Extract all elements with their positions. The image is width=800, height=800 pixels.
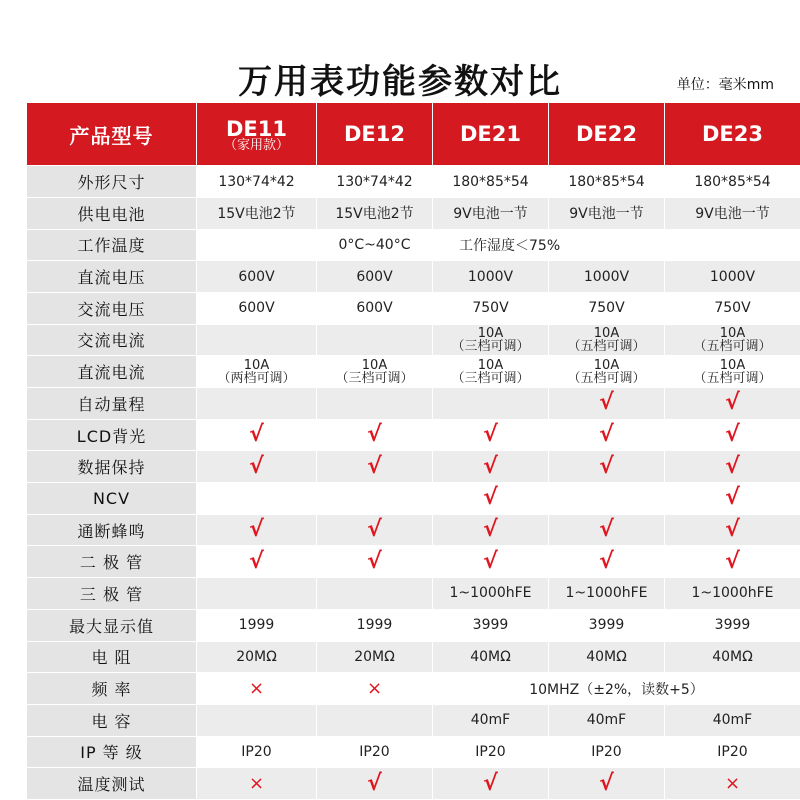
row-label: 外形尺寸 [27,166,197,198]
model-de12 [317,103,433,166]
cell [317,356,433,388]
row-label: 电 阻 [27,641,197,673]
row-label: NCV [27,483,197,515]
cell: 40MΩ [665,641,800,673]
header-label: 产品型号 [27,103,197,166]
check-icon: √ [725,453,740,479]
cell: IP20 [549,736,665,768]
mark-cell [665,768,800,800]
cell [665,324,800,356]
mark-cell [317,546,433,578]
cell: 40MΩ [433,641,549,673]
cell: 40mF [549,704,665,736]
row-label: 通断蜂鸣 [27,514,197,546]
cell: 20MΩ [197,641,317,673]
page-title: 万用表功能参数对比 [238,62,562,102]
check-icon: √ [599,770,614,796]
current-value: 10A [719,325,746,341]
row-label: 数据保持 [27,451,197,483]
mark-cell [433,514,549,546]
cell: 40mF [665,704,800,736]
row-transistor [27,578,800,610]
mark-cell [665,514,800,546]
check-icon: √ [725,485,740,511]
mark-cell [433,451,549,483]
row-label: 工作温度 [27,229,197,261]
humidity-note: 工作湿度＜75% [433,229,665,261]
check-icon: √ [725,422,740,448]
check-icon: √ [599,453,614,479]
model-de21 [433,103,549,166]
row-hold [27,451,800,483]
check-icon: √ [483,453,498,479]
cell: 1~1000hFE [549,578,665,610]
cell: 600V [197,261,317,293]
check-icon: √ [249,517,264,543]
row-label: LCD背光 [27,419,197,451]
model-name: DE12 [343,122,405,147]
row-auto [27,388,800,420]
current-note: （三档可调） [451,338,530,354]
cell: 9V电池一节 [549,197,665,229]
check-icon: √ [483,517,498,543]
mark-cell [665,388,800,420]
cell: 600V [317,261,433,293]
mark-cell [197,514,317,546]
cell: IP20 [433,736,549,768]
check-icon: √ [725,390,740,416]
mark-cell [197,483,317,515]
mark-cell [549,419,665,451]
current-value: 10A [361,357,388,373]
spec-table [26,102,800,800]
row-label: 直流电流 [27,356,197,388]
model-name: DE23 [701,122,763,147]
cell: 40MΩ [549,641,665,673]
row-label: 温度测试 [27,768,197,800]
row-ip [27,736,800,768]
cell: 1999 [197,609,317,641]
row-buzz [27,514,800,546]
temp-range: 0°C~40°C [317,229,433,261]
current-value: 10A [477,357,504,373]
current-value: 10A [477,325,504,341]
mark-cell [433,768,549,800]
cell: 1~1000hFE [665,578,800,610]
mark-cell [665,419,800,451]
row-size [27,166,800,198]
cell [197,704,317,736]
row-dcv [27,261,800,293]
cell: 40mF [433,704,549,736]
cell: 15V电池2节 [197,197,317,229]
current-value: 10A [243,357,270,373]
mark-cell [433,388,549,420]
mark-cell [197,388,317,420]
current-note: （五档可调） [693,338,772,354]
check-icon: √ [249,453,264,479]
cell: 1000V [665,261,800,293]
current-value: 10A [593,357,620,373]
cell [433,324,549,356]
cell [433,356,549,388]
mark-cell [197,673,317,705]
row-lcd [27,419,800,451]
cell: IP20 [317,736,433,768]
check-icon: √ [367,517,382,543]
unit-note: 单位：毫米mm [676,77,774,93]
mark-cell [549,451,665,483]
cell: 180*85*54 [665,166,800,198]
row-label: 电 容 [27,704,197,736]
mark-cell [433,483,549,515]
check-icon: √ [249,422,264,448]
cross-icon: × [366,677,383,699]
row-label: 交流电流 [27,324,197,356]
current-value: 10A [719,357,746,373]
mark-cell [317,514,433,546]
mark-cell [549,483,665,515]
cell: 750V [665,292,800,324]
check-icon: √ [367,422,382,448]
row-diode [27,546,800,578]
check-icon: √ [367,453,382,479]
cell [549,356,665,388]
model-de22 [549,103,665,166]
row-label: 直流电压 [27,261,197,293]
cell: 130*74*42 [317,166,433,198]
cell: 180*85*54 [433,166,549,198]
check-icon: √ [599,548,614,574]
cell: IP20 [665,736,800,768]
row-label: 自动量程 [27,388,197,420]
cross-icon: × [248,772,265,794]
row-label: 供电电池 [27,197,197,229]
current-note: （两档可调） [217,370,296,386]
check-icon: √ [367,548,382,574]
current-note: （三档可调） [335,370,414,386]
cell: 600V [197,292,317,324]
check-icon: √ [599,422,614,448]
cell [317,324,433,356]
row-ncv [27,483,800,515]
mark-cell [433,419,549,451]
cell: 180*85*54 [549,166,665,198]
cell: 1000V [433,261,549,293]
cell: 600V [317,292,433,324]
mark-cell [317,419,433,451]
cross-icon: × [724,772,741,794]
row-label: IP 等 级 [27,736,197,768]
current-value: 10A [593,325,620,341]
row-cap [27,704,800,736]
mark-cell [665,451,800,483]
cell [197,356,317,388]
cell: 750V [433,292,549,324]
mark-cell [549,768,665,800]
freq-span: 10MHZ（±2%，读数+5） [433,673,800,705]
cell: 20MΩ [317,641,433,673]
mark-cell [549,546,665,578]
cell: 3999 [549,609,665,641]
row-maxdisp [27,609,800,641]
check-icon: √ [483,548,498,574]
cell: 15V电池2节 [317,197,433,229]
check-icon: √ [483,422,498,448]
cell [665,229,800,261]
mark-cell [317,673,433,705]
row-power [27,197,800,229]
mark-cell [317,768,433,800]
cell: 1999 [317,609,433,641]
check-icon: √ [725,548,740,574]
cell: 9V电池一节 [665,197,800,229]
cell: 3999 [433,609,549,641]
model-de23 [665,103,800,166]
current-note: （三档可调） [451,370,530,386]
cell [317,704,433,736]
row-label: 交流电压 [27,292,197,324]
mark-cell [317,483,433,515]
mark-cell [197,451,317,483]
cell: 9V电池一节 [433,197,549,229]
check-icon: √ [249,548,264,574]
row-dca [27,356,800,388]
cell [197,324,317,356]
row-label: 二 极 管 [27,546,197,578]
row-temp [27,229,800,261]
row-freq [27,673,800,705]
cell: 1000V [549,261,665,293]
cross-icon: × [248,677,265,699]
cell: 130*74*42 [197,166,317,198]
model-name: DE22 [575,122,637,147]
row-label: 三 极 管 [27,578,197,610]
mark-cell [433,546,549,578]
current-note: （五档可调） [567,338,646,354]
check-icon: √ [599,517,614,543]
header-row [27,103,800,166]
mark-cell [665,546,800,578]
model-name: DE11 [225,116,287,141]
check-icon: √ [367,770,382,796]
cell [197,578,317,610]
mark-cell [317,451,433,483]
model-sub: （家用款） [223,137,289,153]
row-resistance [27,641,800,673]
check-icon: √ [725,517,740,543]
cell [197,229,317,261]
check-icon: √ [483,770,498,796]
mark-cell [549,388,665,420]
row-aca [27,324,800,356]
cell [317,578,433,610]
cell: 1~1000hFE [433,578,549,610]
row-label: 最大显示值 [27,609,197,641]
cell [665,356,800,388]
mark-cell [197,768,317,800]
mark-cell [317,388,433,420]
row-label: 频 率 [27,673,197,705]
cell: 750V [549,292,665,324]
current-note: （五档可调） [693,370,772,386]
mark-cell [197,546,317,578]
current-note: （五档可调） [567,370,646,386]
check-icon: √ [599,390,614,416]
mark-cell [549,514,665,546]
cell: IP20 [197,736,317,768]
mark-cell [665,483,800,515]
cell [549,324,665,356]
model-name: DE21 [459,122,521,147]
mark-cell [197,419,317,451]
model-de11 [197,103,317,166]
row-tempmeas [27,768,800,800]
check-icon: √ [483,485,498,511]
row-acv [27,292,800,324]
cell: 3999 [665,609,800,641]
